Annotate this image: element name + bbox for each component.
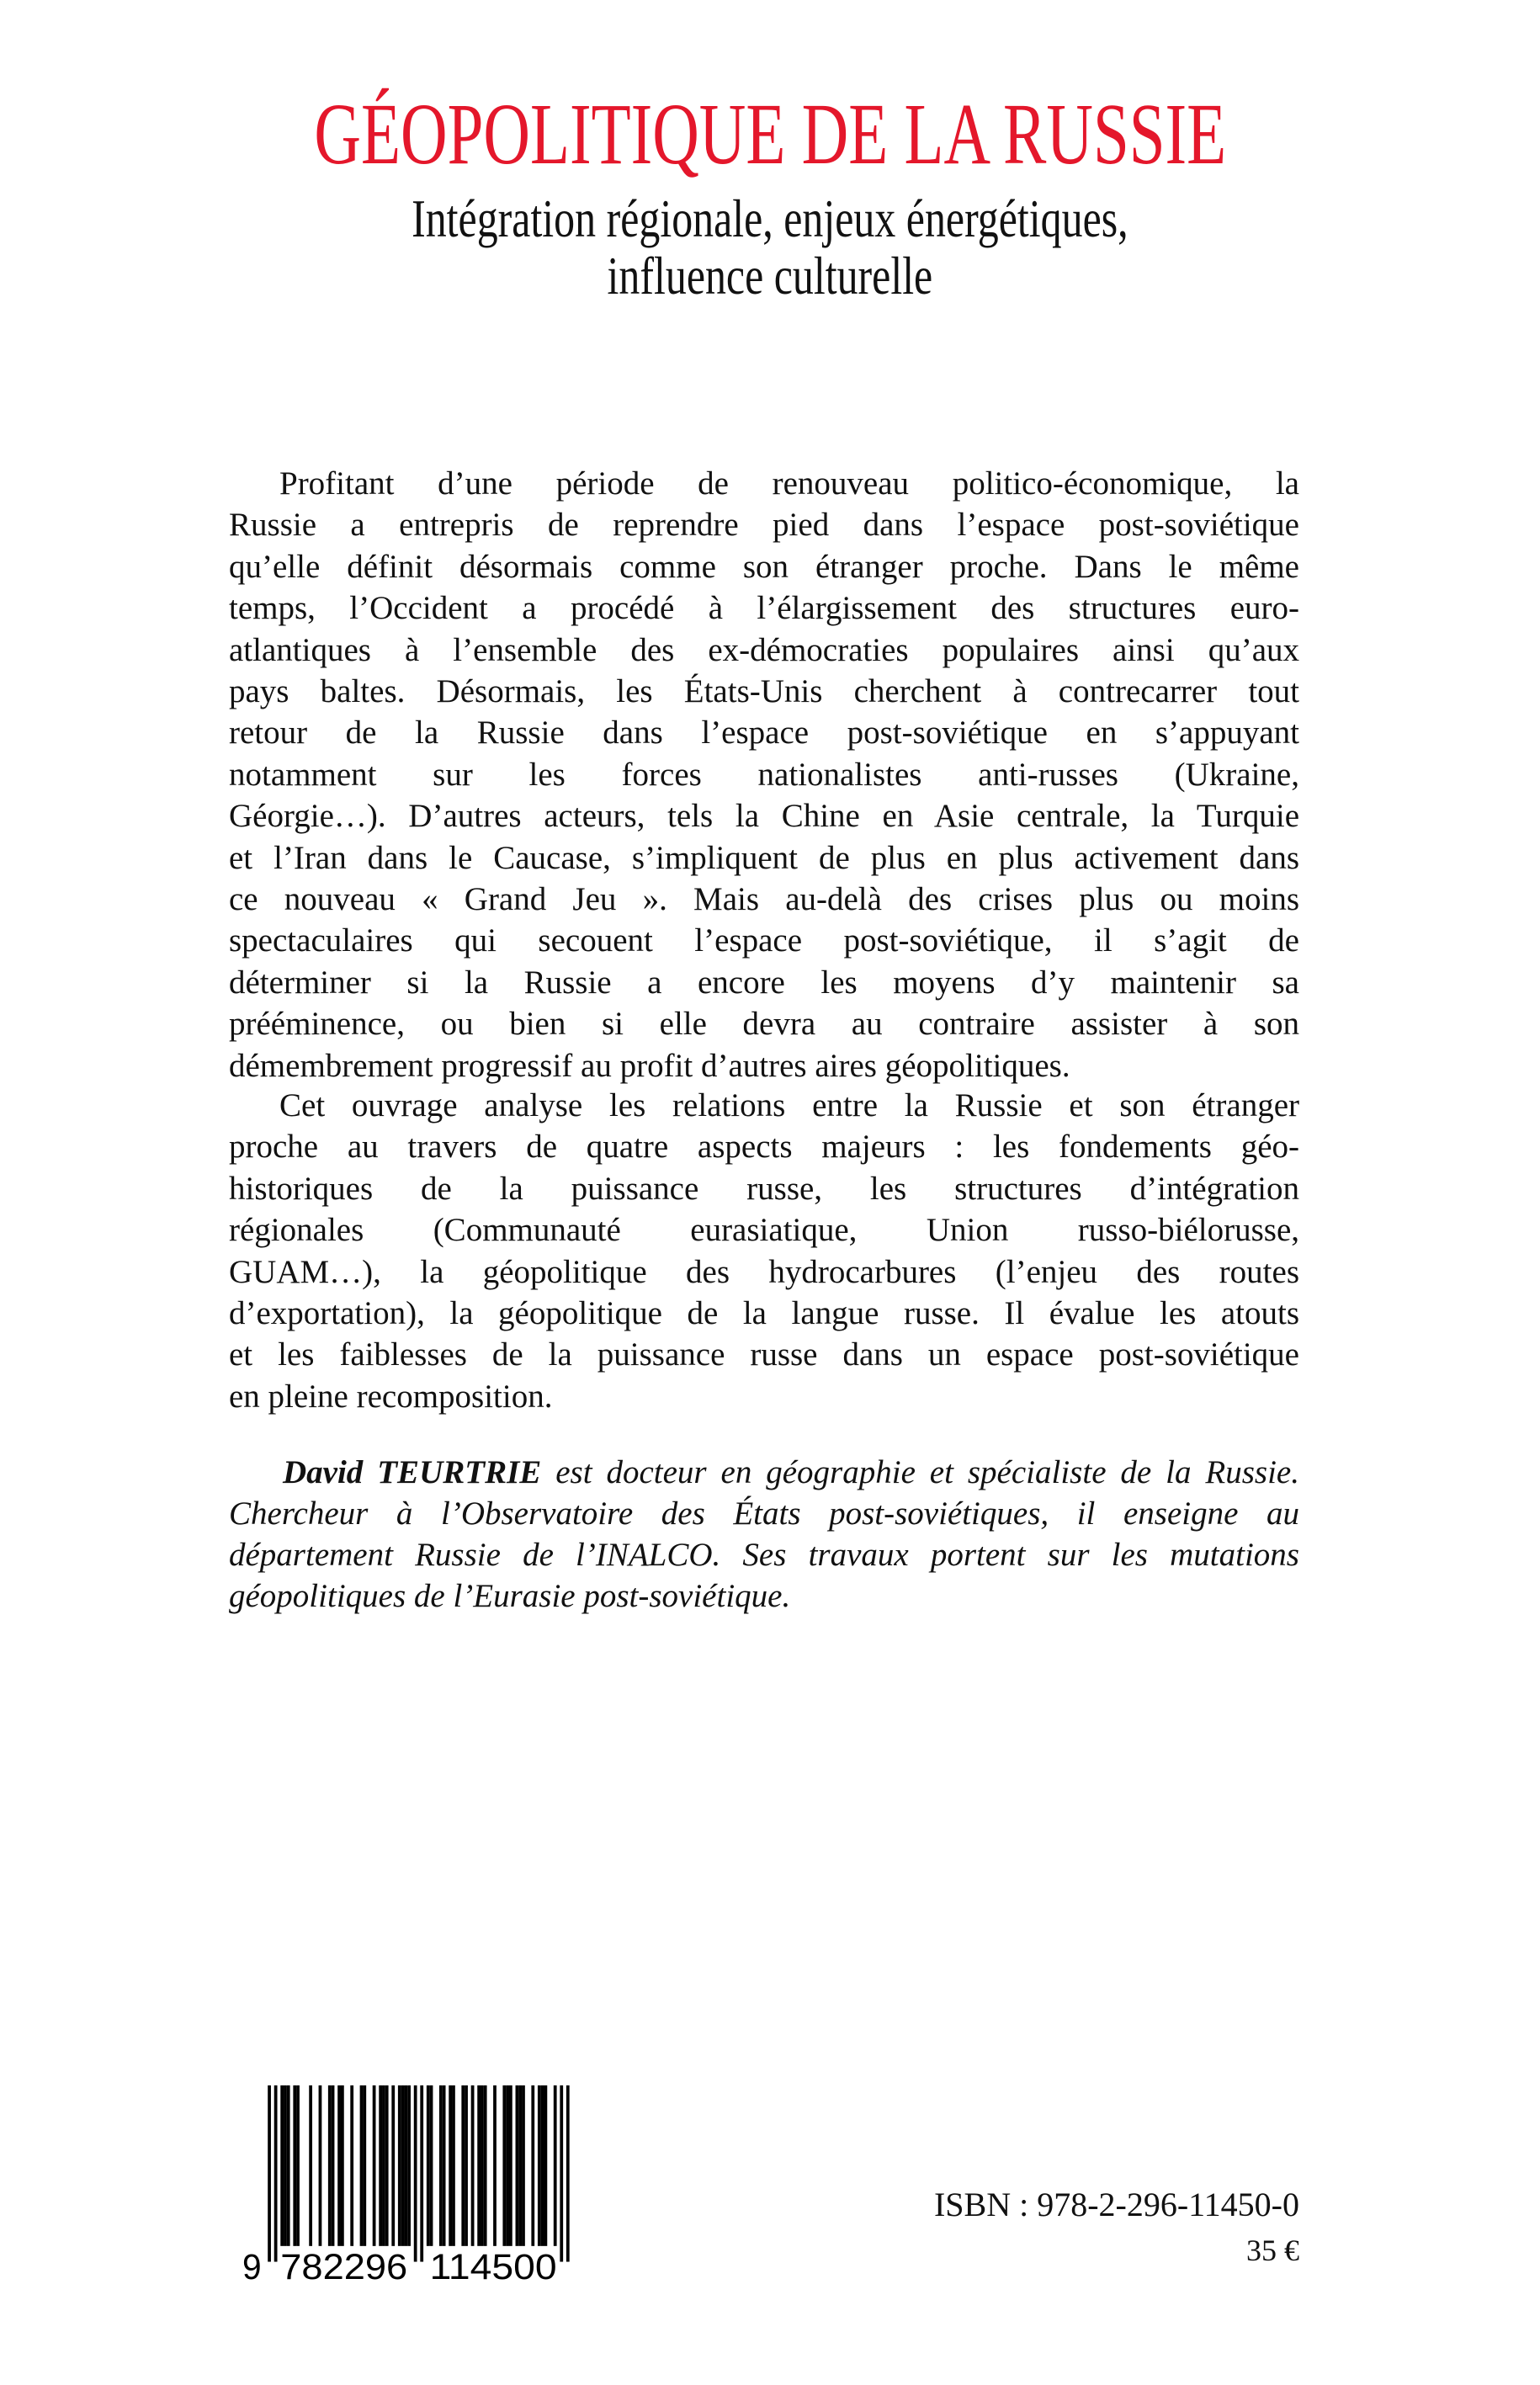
price: 35 € bbox=[1246, 2234, 1299, 2267]
paragraph-line: notamment sur les forces nationalistes anti-russes (Ukraine, bbox=[229, 756, 1299, 793]
paragraph-line: déterminer si la Russie a encore les moyens d’y maintenir sa bbox=[229, 964, 1299, 1001]
barcode-bar bbox=[430, 2085, 433, 2246]
barcode-bar bbox=[560, 2085, 563, 2262]
barcode-bar bbox=[471, 2085, 475, 2246]
paragraph-line: Cet ouvrage analyse les relations entre la Russie et son étranger bbox=[279, 1087, 1299, 1123]
barcode-bar bbox=[538, 2085, 541, 2246]
barcode-bar bbox=[328, 2085, 332, 2246]
isbn: ISBN : 978-2-296-11450-0 bbox=[933, 2186, 1299, 2223]
barcode-bar bbox=[461, 2085, 465, 2246]
barcode-bar bbox=[439, 2085, 443, 2246]
subtitle-text: Intégration régionale, enjeux énergétiques, bbox=[412, 189, 1128, 248]
barcode-bar bbox=[531, 2085, 534, 2246]
barcode-bar bbox=[566, 2085, 570, 2262]
barcode-bar bbox=[414, 2085, 417, 2262]
bio-line bbox=[283, 1452, 1299, 1493]
barcode-bar bbox=[522, 2085, 525, 2246]
subtitle-text: influence culturelle bbox=[607, 246, 933, 305]
paragraph-line: prééminence, ou bien si elle devra au contraire assister à son bbox=[229, 1006, 1299, 1043]
barcode-bar bbox=[296, 2085, 300, 2246]
barcode-bar bbox=[516, 2085, 519, 2246]
paragraph-line: d’exportation), la géopolitique de la langue russe. Il évalue les atouts bbox=[229, 1295, 1299, 1331]
paragraph-line: retour de la Russie dans l’espace post-soviétique en s’appuyant bbox=[229, 714, 1299, 752]
barcode-bar bbox=[493, 2085, 497, 2246]
barcode-bar bbox=[427, 2085, 430, 2246]
barcode-bar bbox=[449, 2085, 452, 2246]
barcode-bar bbox=[268, 2085, 271, 2262]
barcode-bar bbox=[379, 2085, 382, 2246]
barcode-bar bbox=[481, 2085, 484, 2246]
barcode-bar bbox=[287, 2085, 290, 2246]
paragraph-line: Russie a entrepris de reprendre pied dans l’espace post-soviétique bbox=[229, 507, 1299, 544]
paragraph-line: ce nouveau « Grand Jeu ». Mais au-delà des crises plus ou moins bbox=[229, 881, 1299, 917]
barcode-bar bbox=[484, 2085, 487, 2246]
barcode-bar bbox=[382, 2085, 385, 2246]
author-name: David TEURTRIE bbox=[283, 1454, 542, 1490]
paragraph-line: Profitant d’une période de renouveau politico-économique, la bbox=[279, 465, 1299, 502]
paragraph-line: démembrement progressif au profit d’autres aires géopolitiques. bbox=[229, 1047, 1070, 1084]
barcode-bar bbox=[401, 2085, 405, 2246]
barcode-bar bbox=[360, 2085, 364, 2246]
barcode-bar bbox=[319, 2085, 322, 2246]
barcode-bar bbox=[452, 2085, 455, 2246]
barcode-bar bbox=[541, 2085, 544, 2246]
barcode-bar bbox=[404, 2085, 407, 2246]
barcode-bar bbox=[407, 2085, 411, 2246]
barcode-bar bbox=[350, 2085, 353, 2246]
barcode-bar bbox=[280, 2085, 284, 2246]
paragraph-line: proche au travers de quatre aspects majeurs : les fondements géo- bbox=[229, 1129, 1299, 1166]
paragraph-line: qu’elle définit désormais comme son étranger proche. Dans le même bbox=[229, 548, 1299, 585]
subtitle-line bbox=[0, 246, 1540, 305]
paragraph-line: pays baltes. Désormais, les États-Unis cherchent à contrecarrer tout bbox=[229, 673, 1299, 709]
barcode-bar bbox=[477, 2085, 481, 2246]
paragraph-line: Géorgie…). D’autres acteurs, tels la Chine en Asie centrale, la Turquie bbox=[229, 798, 1299, 835]
paragraph-line: historiques de la puissance russe, les structures d’intégration bbox=[229, 1170, 1299, 1207]
paragraph-line: temps, l’Occident a procédé à l’élargissement des structures euro- bbox=[229, 590, 1299, 627]
barcode-bar bbox=[554, 2085, 557, 2246]
barcode-bar bbox=[332, 2085, 335, 2246]
barcode-bar bbox=[391, 2085, 395, 2246]
paragraph-line: régionales (Communauté eurasiatique, Union russo-biélorusse, bbox=[229, 1212, 1299, 1249]
barcode-bar bbox=[398, 2085, 401, 2246]
barcode-bar bbox=[544, 2085, 547, 2246]
paragraph-line: et l’Iran dans le Caucase, s’impliquent de plus en plus activement dans bbox=[229, 839, 1299, 876]
title-text: GÉOPOLITIQUE DE LA RUSSIE bbox=[314, 86, 1226, 183]
barcode-bar bbox=[309, 2085, 312, 2246]
barcode-bar bbox=[337, 2085, 341, 2246]
subtitle-line bbox=[0, 189, 1540, 248]
barcode-digits: 114500 bbox=[429, 2247, 557, 2281]
barcode-bar bbox=[506, 2085, 509, 2246]
barcode-bar bbox=[509, 2085, 512, 2246]
paragraph-line: spectaculaires qui secouent l’espace post-soviétique, il s’agit de bbox=[229, 922, 1299, 959]
bio-line: Chercheur à l’Observatoire des États post-soviétiques, il enseigne au bbox=[229, 1495, 1299, 1532]
barcode-digits: 782296 bbox=[280, 2247, 408, 2281]
barcode-bar bbox=[293, 2085, 296, 2246]
paragraph-line: en pleine recomposition. bbox=[229, 1378, 553, 1415]
barcode-bar bbox=[284, 2085, 287, 2246]
barcode-bar bbox=[363, 2085, 366, 2246]
paragraph-line: GUAM…), la géopolitique des hydrocarbures (l’enjeu des routes bbox=[229, 1253, 1299, 1290]
bio-line: département Russie de l’INALCO. Ses travaux portent sur les mutations bbox=[229, 1537, 1299, 1573]
barcode-bar bbox=[465, 2085, 468, 2246]
barcode-digits: 9 bbox=[242, 2247, 262, 2281]
barcode bbox=[242, 2085, 579, 2281]
barcode-bar bbox=[420, 2085, 423, 2262]
paragraph-line: et les faiblesses de la puissance russe dans un espace post-soviétique bbox=[229, 1336, 1299, 1373]
paragraph-line: atlantiques à l’ensemble des ex-démocraties populaires ainsi qu’aux bbox=[229, 631, 1299, 668]
barcode-bar bbox=[443, 2085, 446, 2246]
bio-text: est docteur en géographie et spécialiste de la Russie. bbox=[541, 1454, 1299, 1490]
barcode-bar bbox=[502, 2085, 506, 2246]
book-title bbox=[0, 86, 1540, 183]
barcode-bar bbox=[373, 2085, 376, 2246]
barcode-bar bbox=[518, 2085, 522, 2246]
barcode-bar bbox=[274, 2085, 278, 2262]
barcode-bar bbox=[341, 2085, 344, 2246]
bio-line: géopolitiques de l’Eurasie post-soviétique. bbox=[229, 1578, 791, 1614]
barcode-bar bbox=[385, 2085, 389, 2246]
